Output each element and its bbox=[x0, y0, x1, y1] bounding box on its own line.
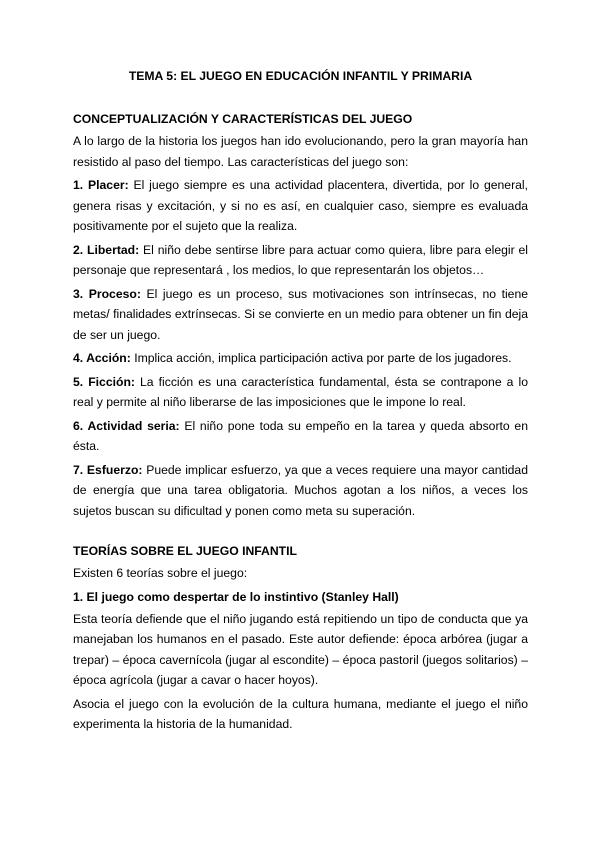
characteristic-item bbox=[73, 460, 528, 522]
characteristic-text: El juego es un proceso, sus motivaciones son intrínsecas, no tiene metas/ finalidades extrínsecas. Si se convierte en un medio para obtener un fin deja de ser un juego. bbox=[73, 286, 528, 342]
characteristic-label: 1. Placer: bbox=[73, 178, 129, 192]
characteristic-item bbox=[73, 284, 528, 346]
characteristic-text: El niño pone toda su empeño en la tarea y queda absorto en ésta. bbox=[73, 418, 528, 453]
characteristic-label: 4. Acción: bbox=[73, 351, 131, 365]
characteristic-item bbox=[73, 175, 528, 237]
characteristic-text: El juego siempre es una actividad placentera, divertida, por lo general, genera risas y excitación, y si no es así, en cualquier caso, siempre es evaluada positivamente por el sujeto que la realiza. bbox=[73, 178, 529, 233]
characteristic-item bbox=[73, 240, 528, 281]
characteristic-text: La ficción es una característica fundamental, ésta se contrapone a lo real y permite al niño liberarse de las imposiciones que le impone lo real. bbox=[73, 374, 528, 409]
characteristic-text: Implica acción, implica participación activa por parte de los jugadores. bbox=[134, 351, 512, 365]
characteristic-label: 3. Proceso: bbox=[73, 286, 141, 301]
section-heading-theories: TEORÍAS SOBRE EL JUEGO INFANTIL bbox=[73, 544, 297, 558]
section-heading-concept: CONCEPTUALIZACIÓN Y CARACTERÍSTICAS DEL JUEGO bbox=[73, 112, 413, 126]
theory-subheading: 1. El juego como despertar de lo instintivo (Stanley Hall) bbox=[73, 589, 399, 604]
characteristic-label: 2. Libertad: bbox=[73, 242, 140, 257]
section-spacer bbox=[73, 524, 528, 542]
characteristic-item bbox=[73, 348, 528, 369]
characteristic-text: Puede implicar esfuerzo, ya que a veces requiere una mayor cantidad de energía que una tarea obligatoria. Muchos agotan a los niños, a veces los sujetos buscan su dificultad y ponen como meta su superación. bbox=[73, 462, 528, 518]
document-page bbox=[73, 68, 528, 738]
theory-paragraph: Esta teoría defiende que el niño jugando está repitiendo un tipo de conducta que ya manejaban los humanos en el pasado. Este autor defiende: época arbórea (jugar a trepar) – época cavernícola (jugar al escondite) – época pastoril (juegos solitarios) – época agrícola (jugar a cavar o hacer hoyos). bbox=[73, 611, 528, 687]
characteristic-text: El niño debe sentirse libre para actuar como quiera, libre para elegir el personaje que representará , los medios, lo que representarán los objetos… bbox=[73, 242, 528, 277]
characteristic-label: 6. Actividad seria: bbox=[73, 418, 180, 433]
characteristic-label: 5. Ficción: bbox=[73, 374, 135, 389]
section-intro-concept: A lo largo de la historia los juegos han ido evolucionando, pero la gran mayoría han resistido al paso del tiempo. Las características del juego son: bbox=[73, 134, 528, 169]
document-title: TEMA 5: EL JUEGO EN EDUCACIÓN INFANTIL Y PRIMARIA bbox=[128, 69, 473, 83]
section-intro-theories: Existen 6 teorías sobre el juego: bbox=[73, 566, 248, 580]
theory-paragraph: Asocia el juego con la evolución de la cultura humana, mediante el juego el niño experimenta la historia de la humanidad. bbox=[73, 696, 528, 731]
characteristic-item bbox=[73, 372, 528, 413]
characteristic-label: 7. Esfuerzo: bbox=[73, 462, 143, 477]
characteristic-item bbox=[73, 416, 528, 457]
